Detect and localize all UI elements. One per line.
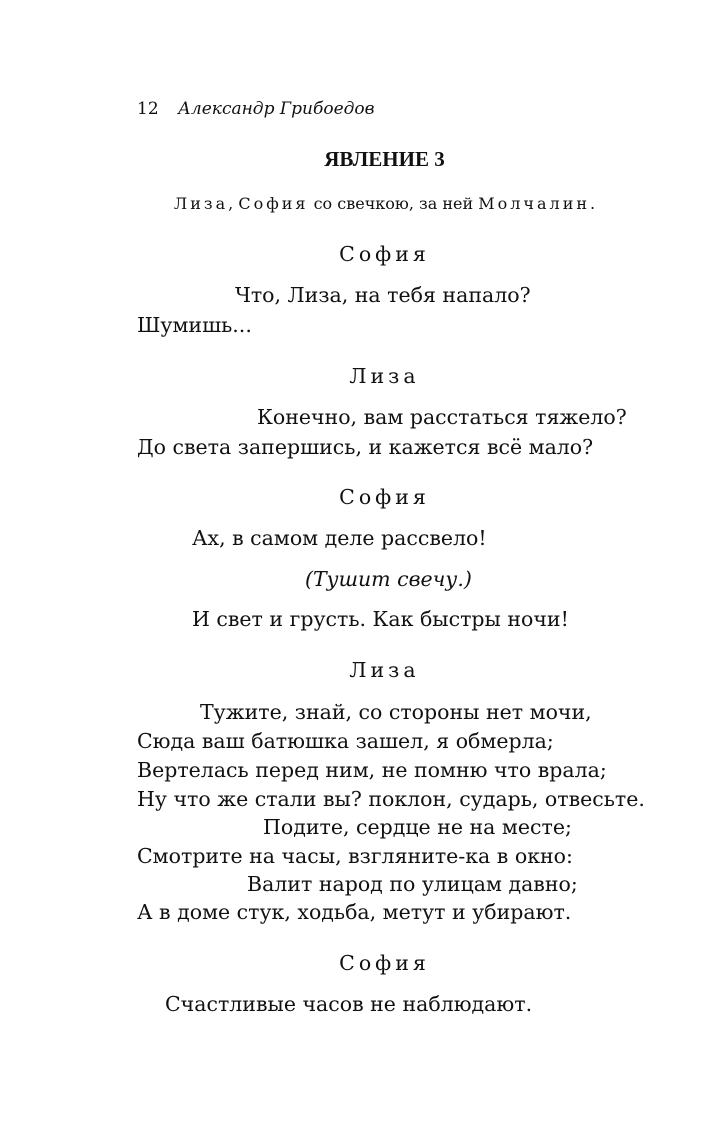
speaker-name: Лиза (349, 364, 420, 388)
verse-line: Подите, сердце не на месте; (263, 815, 572, 839)
verse-line: Ну что же стали вы? поклон, сударь, отвесьте. (137, 787, 645, 811)
verse-line: До света запершись, и кажется всё мало? (137, 435, 594, 459)
verse-line: Шумишь... (137, 313, 252, 337)
character-name: София (238, 194, 309, 213)
verse-line: А в доме стук, ходьба, метут и убирают. (137, 900, 572, 924)
verse-line: Конечно, вам расстаться тяжело? (257, 405, 627, 429)
verse-line: Счастливые часов не наблюдают. (165, 992, 533, 1016)
character-name: Молчалин (478, 194, 591, 213)
verse-line: Валит народ по улицам давно; (247, 872, 578, 896)
stage-direction: Лиза, София со свечкою, за ней Молчалин. (173, 194, 596, 213)
running-header (137, 98, 375, 120)
verse-line: Смотрите на часы, взгляните-ка в окно: (137, 844, 573, 868)
speaker-name: София (339, 242, 430, 266)
speaker-name: София (339, 485, 430, 509)
stage-direction-inline: (Тушит свечу.) (305, 567, 472, 591)
running-head-author: Александр Грибоедов (178, 99, 375, 119)
scene-title: ЯВЛЕНИЕ 3 (324, 147, 445, 171)
verse-line: Сюда ваш батюшка зашел, я обмерла; (137, 729, 554, 753)
verse-line: Тужите, знай, со стороны нет мочи, (200, 700, 592, 724)
speaker-name: Лиза (349, 658, 420, 682)
page-number: 12 (137, 99, 159, 119)
speaker-name: София (339, 951, 430, 975)
verse-line: Ах, в самом деле рассвело! (192, 526, 487, 550)
verse-line: Что, Лиза, на тебя напало? (235, 283, 531, 307)
verse-line: Вертелась перед ним, не помню что врала; (137, 758, 607, 782)
verse-line: И свет и грусть. Как быстры ночи! (192, 607, 569, 631)
character-name: Лиза (173, 194, 229, 213)
